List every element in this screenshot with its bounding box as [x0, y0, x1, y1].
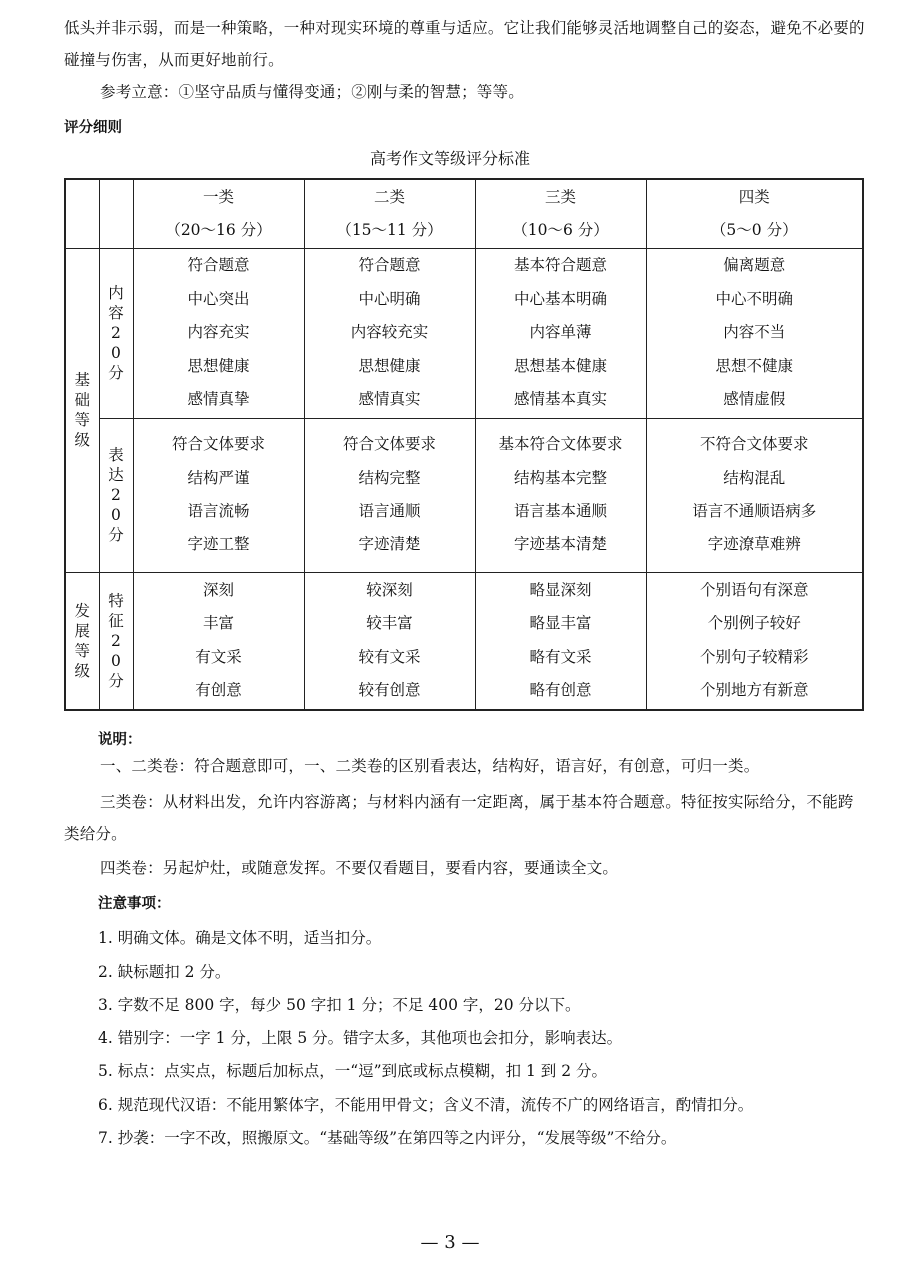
- corner-cell: [65, 179, 99, 248]
- criterion: 思想不健康: [715, 356, 793, 375]
- table-caption: 高考作文等级评分标准: [369, 149, 530, 168]
- group-label: 发展等级: [74, 601, 90, 680]
- criterion: 内容单薄: [529, 323, 592, 342]
- row-label: 表达20分: [108, 446, 124, 544]
- criteria-cell: [475, 248, 646, 418]
- column-range: （10～6 分）: [512, 220, 609, 239]
- caution-item: 4. 错别字：一字 1 分，上限 5 分。错字太多，其他项也会扣分，影响表达。: [98, 1029, 623, 1047]
- criteria-cell: [646, 248, 863, 418]
- criterion: 符合题意: [358, 256, 421, 275]
- criterion: 有文采: [195, 647, 242, 666]
- criterion: 中心突出: [187, 289, 250, 308]
- table-row: [65, 572, 863, 710]
- criterion: 基本符合文体要求: [498, 435, 623, 454]
- column-range: （15～11 分）: [336, 220, 443, 239]
- column-name: 三类: [544, 187, 576, 206]
- criterion: 结构混乱: [723, 468, 786, 487]
- criterion: 个别例子较好: [707, 614, 801, 633]
- criterion: 思想基本健康: [513, 356, 607, 375]
- table-row: [65, 418, 863, 572]
- header-cell: [304, 179, 475, 248]
- scoring-table: [64, 178, 864, 711]
- criterion: 略显深刻: [529, 580, 592, 599]
- criterion: 语言流畅: [187, 502, 250, 520]
- criterion: 个别句子较精彩: [699, 647, 809, 666]
- criterion: 中心基本明确: [513, 289, 607, 308]
- criterion: 内容不当: [723, 323, 786, 342]
- criterion: 个别语句有深意: [699, 580, 809, 599]
- criterion: 丰富: [202, 614, 234, 633]
- criterion: 结构严谨: [187, 468, 250, 487]
- note-item: 四类卷：另起炉灶，或随意发挥。不要仅看题目，要看内容，要通读全文。: [100, 859, 619, 877]
- caution-item: 2. 缺标题扣 2 分。: [98, 963, 231, 981]
- column-name: 四类: [738, 187, 770, 206]
- criterion: 字迹基本清楚: [513, 535, 607, 554]
- group-label: 基础等级: [74, 371, 90, 449]
- row-label-cell: [99, 248, 133, 418]
- note-item: 一、二类卷：符合题意即可，一、二类卷的区别看表达，结构好，语言好，有创意，可归一类。: [100, 757, 760, 775]
- criterion: 感情基本真实: [513, 390, 607, 409]
- caution-item: 5. 标点：点实点，标题后加标点，一“逗”到底或标点模糊，扣 1 到 2 分。: [98, 1062, 607, 1080]
- column-range: （5～0 分）: [710, 220, 798, 239]
- criterion: 中心明确: [358, 289, 421, 308]
- criterion: 语言通顺: [358, 502, 421, 520]
- criterion: 字迹潦草难辨: [707, 535, 801, 554]
- criterion: 符合文体要求: [342, 435, 436, 454]
- criterion: 字迹工整: [187, 535, 250, 554]
- criterion: 感情虚假: [723, 390, 786, 409]
- column-range: （20～16 分）: [165, 220, 272, 239]
- page-number: — 3 —: [420, 1232, 480, 1253]
- group-label-cell: [65, 572, 99, 710]
- criterion: 略显丰富: [529, 614, 592, 633]
- criterion: 偏离题意: [723, 256, 786, 275]
- criterion: 略有文采: [529, 647, 592, 666]
- criteria-cell: [133, 572, 304, 710]
- caution-item: 7. 抄袭：一字不改，照搬原文。“基础等级”在第四等之内评分，“发展等级”不给分。: [98, 1129, 677, 1147]
- row-label-cell: [99, 572, 133, 710]
- criterion: 基本符合题意: [513, 256, 607, 275]
- criterion: 不符合文体要求: [699, 435, 809, 454]
- criterion: 符合文体要求: [171, 435, 265, 454]
- criterion: 个别地方有新意: [699, 681, 809, 700]
- criterion: 思想健康: [358, 356, 421, 375]
- criterion: 思想健康: [187, 356, 250, 375]
- caution-item: 1. 明确文体。确是文体不明，适当扣分。: [98, 929, 382, 947]
- criteria-cell: [475, 418, 646, 572]
- criteria-cell: [133, 418, 304, 572]
- row-label: 内容20分: [108, 284, 124, 382]
- criterion: 内容充实: [187, 323, 250, 342]
- criterion: 较深刻: [366, 580, 413, 599]
- header-cell: [646, 179, 863, 248]
- criterion: 较有文采: [358, 647, 421, 666]
- criterion: 字迹清楚: [358, 535, 421, 554]
- criterion: 有创意: [195, 681, 242, 700]
- criterion: 感情真挚: [187, 390, 250, 409]
- header-cell: [133, 179, 304, 248]
- criteria-cell: [304, 418, 475, 572]
- criterion: 语言不通顺语病多: [692, 502, 817, 520]
- criterion: 符合题意: [187, 256, 250, 275]
- criteria-cell: [133, 248, 304, 418]
- intro-paragraph: 低头并非示弱，而是一种策略，一种对现实环境的尊重与适应。它让我们能够灵活地调整自己的姿态，避免不必要的碰撞与伤害，从而更好地前行。: [64, 19, 865, 69]
- row-label-cell: [99, 418, 133, 572]
- criterion: 感情真实: [358, 390, 421, 409]
- notes-heading: 说明：: [98, 732, 142, 748]
- header-cell: [475, 179, 646, 248]
- criterion: 结构基本完整: [513, 468, 607, 487]
- column-name: 二类: [373, 187, 405, 206]
- criterion: 略有创意: [529, 681, 592, 700]
- table-row: [65, 248, 863, 418]
- criteria-cell: [646, 572, 863, 710]
- corner-cell: [99, 179, 133, 248]
- caution-item: 6. 规范现代汉语：不能用繁体字，不能用甲骨文；含义不清，流传不广的网络语言，酌情扣分。: [98, 1096, 754, 1114]
- note-item: 三类卷：从材料出发，允许内容游离；与材料内涵有一定距离，属于基本符合题意。特征按实际给分，不能跨类给分。: [64, 793, 854, 843]
- scoring-heading: 评分细则: [64, 120, 122, 136]
- criterion: 结构完整: [358, 468, 421, 487]
- criterion: 语言基本通顺: [513, 502, 607, 520]
- criteria-cell: [475, 572, 646, 710]
- criteria-cell: [304, 248, 475, 418]
- criterion: 内容较充实: [350, 323, 429, 342]
- criterion: 深刻: [202, 580, 234, 599]
- caution-item: 3. 字数不足 800 字，每少 50 字扣 1 分；不足 400 字，20 分以下。: [98, 996, 581, 1014]
- criterion: 较丰富: [366, 614, 413, 633]
- criterion: 中心不明确: [715, 289, 793, 308]
- table-header-row: [65, 179, 863, 248]
- cautions-heading: 注意事项：: [98, 896, 171, 912]
- reference-ideas: 参考立意：①坚守品质与懂得变通；②刚与柔的智慧；等等。: [100, 83, 524, 101]
- criteria-cell: [646, 418, 863, 572]
- row-label: 特征20分: [108, 591, 124, 690]
- criteria-cell: [304, 572, 475, 710]
- criterion: 较有创意: [358, 681, 421, 700]
- column-name: 一类: [202, 187, 234, 206]
- group-label-cell: [65, 248, 99, 572]
